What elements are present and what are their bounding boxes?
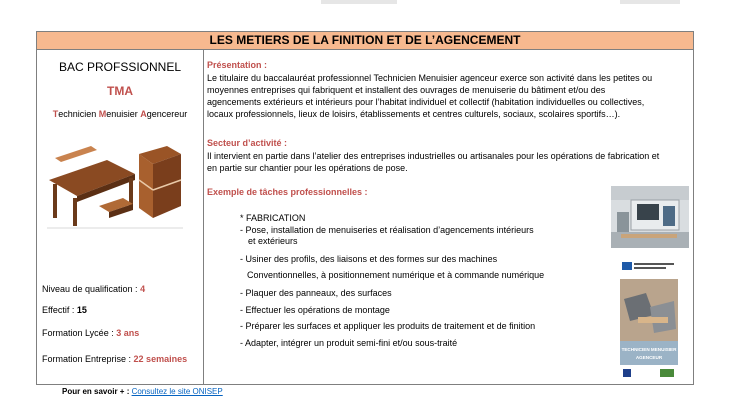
niveau-row: Niveau de qualification : 4: [42, 284, 146, 294]
task-item: * FABRICATION: [240, 213, 306, 223]
presentation-text: Le titulaire du baccalauréat professionnel Technicien Menuisier agenceur exerce son activité dans les petites ou moyennes entreprises qui fabriquent et installent des ouvrages de menuiserie du bâtiment et/ou des agencements extérieurs et intérieurs pour l’habitat individuel et collectif (habitation individuelles ou collectives, locaux professionnels, lieux de loisirs, établissements et centres culturels, sociaux, scolaires sportifs…).: [207, 73, 653, 119]
task-item: - Pose, installation de menuiseries et réalisation d’agencements intérieurs: [240, 225, 534, 235]
onisep-poster: [620, 259, 678, 381]
taches-title: Exemple de tâches professionnelles :: [207, 187, 368, 197]
info-card: [36, 31, 694, 385]
lycee-value: 3 ans: [116, 328, 140, 338]
poster-title-line1: TECHNICIEN MENUISIER: [621, 347, 677, 352]
footer: [62, 387, 223, 396]
top-tab-1: [321, 0, 397, 4]
card-header-title: LES METIERS DE LA FINITION ET DE L’AGENCEMENT: [37, 32, 693, 50]
task-item: - Plaquer des panneaux, des surfaces: [240, 288, 392, 298]
task-item: - Adapter, intégrer un produit semi-fini et/ou sous-traité: [240, 338, 458, 348]
workshop-photo: [611, 186, 689, 248]
niveau-value: 4: [140, 284, 146, 294]
top-tab-2: [620, 0, 680, 4]
furniture-illustration: [43, 140, 187, 230]
effectif-row: Effectif : 15: [42, 305, 87, 315]
presentation-title: Présentation :: [207, 60, 268, 70]
task-item: Conventionnelles, à positionnement numérique et à commande numérique: [247, 270, 545, 280]
lycee-row: Formation Lycée : 3 ans: [42, 328, 140, 338]
initial-m: M: [98, 109, 107, 119]
task-item: - Préparer les surfaces et appliquer les produits de traitement et de finition: [240, 321, 536, 331]
right-column: [204, 50, 693, 384]
onisep-link[interactable]: Consultez le site ONISEP: [131, 387, 223, 396]
task-item: - Effectuer les opérations de montage: [240, 305, 390, 315]
entreprise-row: Formation Entreprise : 22 semaines: [42, 354, 188, 364]
diploma-acronym: TMA: [107, 84, 133, 98]
diploma-full-name: Technicien Menuisier Agencereur: [52, 109, 188, 119]
effectif-value: 15: [76, 305, 87, 315]
secteur-title: Secteur d’activité :: [207, 138, 288, 148]
secteur-text: Il intervient en partie dans l’atelier des entreprises industrielles ou artisanales pour les opérations de fabrication et en partie sur chantier pour les opérations de pose.: [207, 151, 660, 173]
footer-label: Pour en savoir + :: [62, 387, 132, 396]
entreprise-value: 22 semaines: [133, 354, 188, 364]
poster-title-line2: AGENCEUR: [635, 355, 663, 360]
initial-t: T: [52, 109, 59, 119]
diploma-label: BAC PROFSSIONNEL: [58, 60, 182, 74]
task-item: - Usiner des profils, des liaisons et des formes sur des machines: [240, 254, 498, 264]
initial-a: A: [140, 109, 147, 119]
left-column: [37, 50, 204, 384]
task-item: et extérieurs: [248, 236, 298, 246]
